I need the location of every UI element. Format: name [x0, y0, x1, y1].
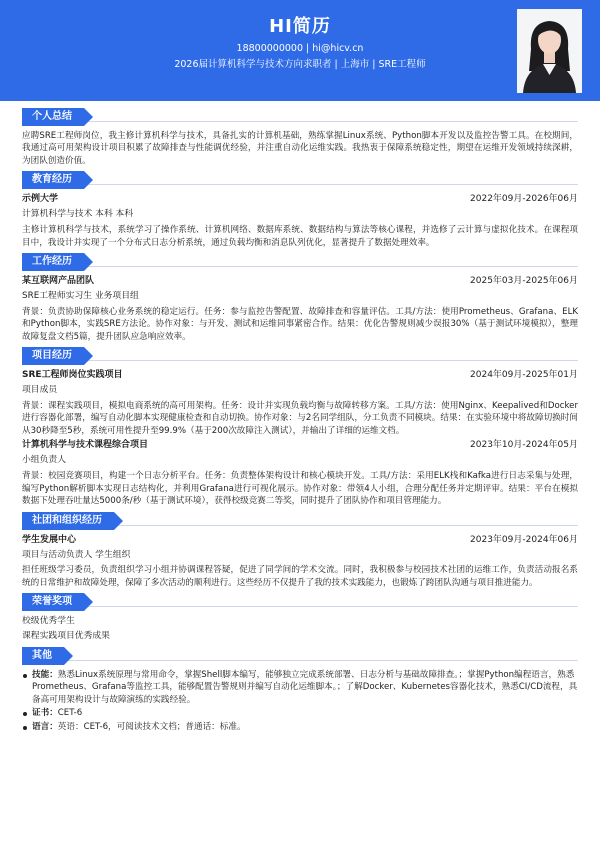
section-divider	[22, 266, 578, 267]
project-desc: 背景：校园竞赛项目，构建一个日志分析平台。任务：负责整体架构设计和核心模块开发。工具/方法：采用ELK栈和Kafka进行日志采集与处理，编写Python解析脚本实现日志结构化，并利用Grafana进行可视化展示。协作对象：带领4人小组，合理分配任务并定期评审。结果：平台在模拟数据下处理吞吐量达5000条/秒（基于测试环境），获得校级竞赛二等奖，同时提升了团队协作和项目管理能力。	[22, 471, 578, 507]
awards-section	[22, 593, 578, 643]
section-header	[22, 347, 578, 365]
education-major: 计算机科学与技术 本科 本科	[22, 209, 134, 220]
summary-text: 应聘SRE工程师岗位，我主修计算机科学与技术，具备扎实的计算机基础，熟练掌握Linux系统、Python脚本开发以及监控告警工具。在校期间，我通过高可用架构设计项目积累了故障排查与性能调优经验，并注重自动化运维实践。我热衷于保障系统稳定性，期望在运维开发领域持续深耕，为团队创造价值。	[22, 131, 578, 166]
project-date: 2023年10月-2024年05月	[470, 440, 578, 451]
education-row	[22, 193, 578, 206]
project-name: 计算机科学与技术课程综合项目	[22, 440, 149, 451]
item-text: 英语：CET-6，可阅读技术文档；普通话：标准。	[57, 721, 246, 732]
section-title: 荣誉奖项	[22, 593, 84, 611]
company-name: 某互联网产品团队	[22, 276, 95, 287]
list-item	[22, 669, 578, 706]
section-divider	[22, 360, 578, 361]
others-list	[22, 669, 578, 733]
education-desc: 主修计算机科学与技术，系统学习了操作系统、计算机网络、数据库系统、数据结构与算法等核心课程，并选修了云计算与虚拟化技术。在课程项目中，我设计并实现了一个分布式日志分析系统，通过负载均衡和消息队列优化，显著提升了数据处理效率。	[22, 225, 578, 248]
project-item	[22, 369, 578, 437]
activities-section	[22, 512, 578, 590]
project-role: 项目成员	[22, 385, 58, 396]
education-section	[22, 171, 578, 249]
section-header	[22, 647, 578, 665]
project-name: SRE工程师岗位实践项目	[22, 370, 123, 381]
section-divider	[22, 184, 578, 185]
others-section	[22, 647, 578, 733]
projects-section	[22, 347, 578, 507]
contact-info: 18800000000 | hi@hicv.cn	[236, 43, 364, 54]
list-item	[22, 707, 578, 719]
project-desc: 背景：课程实践项目，模拟电商系统的高可用架构。任务：设计并实现负载均衡与故障转移方案。工具/方法：使用Nginx、Keepalived和Docker进行容器化部署，编写自动化脚本实现健康检查和自动切换。协作对象：与2名同学组队，分工负责不同模块。结果：在实验环境中将故障切换时间从30秒降至5秒，系统可用性提升至99.9%（基于200次故障注入测试），并输出了详细的运维文档。	[22, 401, 578, 436]
item-text: CET-6	[57, 708, 83, 719]
profile-photo	[517, 9, 582, 93]
school-name: 示例大学	[22, 194, 59, 205]
section-divider	[22, 121, 578, 122]
section-header	[22, 593, 578, 611]
work-date: 2025年03月-2025年06月	[470, 276, 578, 287]
work-role: SRE工程师实习生 业务项目组	[22, 291, 139, 302]
item-text: 熟悉Linux系统原理与常用命令，掌握Shell脚本编写，能够独立完成系统部署、日志分析与基础故障排查。；掌握Python编程语言，熟悉Prometheus、Grafana等监控工具，能够配置告警规则并编写自动化运维脚本。；了解Docker、Kubernetes容器化技术，熟悉CI/CD流程，具备高可用架构设计与故障演练的实践经验。	[32, 669, 578, 705]
list-item	[22, 721, 578, 733]
portrait-image	[517, 9, 582, 93]
organization-name: 学生发展中心	[22, 534, 77, 545]
candidate-name: HI简历	[269, 16, 331, 37]
project-row	[22, 439, 578, 452]
section-title: 个人总结	[22, 108, 84, 126]
section-divider	[22, 660, 578, 661]
section-title: 教育经历	[22, 171, 84, 189]
education-date: 2022年09月-2026年06月	[470, 194, 578, 205]
project-item	[22, 439, 578, 507]
project-row	[22, 369, 578, 382]
resume-header	[0, 0, 600, 101]
section-title: 项目经历	[22, 347, 84, 365]
work-section	[22, 253, 578, 343]
award-item: 课程实践项目优秀成果	[22, 630, 110, 641]
section-header	[22, 512, 578, 530]
item-label: 语言：	[32, 721, 58, 732]
item-label: 技能：	[32, 669, 58, 680]
project-date: 2024年09月-2025年01月	[470, 370, 578, 381]
award-item: 校级优秀学生	[22, 616, 75, 627]
summary-section	[22, 108, 578, 167]
section-header	[22, 253, 578, 271]
section-title: 其他	[22, 647, 64, 665]
work-desc: 背景：负责协助保障核心业务系统的稳定运行。任务：参与监控告警配置、故障排查和容量评估。工具/方法：使用Prometheus、Grafana、ELK和Python脚本，实践SRE方法论。协作对象：与开发、测试和运维同事紧密合作。结果：优化告警规则减少误报30%（基于测试环境模拟），整理故障复盘文档5篇，提升团队应急响应效率。	[22, 306, 578, 342]
activity-date: 2023年09月-2024年06月	[470, 534, 578, 545]
section-header	[22, 171, 578, 189]
resume-body	[0, 101, 600, 733]
section-title: 工作经历	[22, 253, 84, 271]
job-intent: 2026届计算机科学与技术方向求职者 | 上海市 | SRE工程师	[174, 59, 426, 70]
activity-row	[22, 534, 578, 547]
section-divider	[22, 606, 578, 607]
section-header	[22, 108, 578, 126]
project-role: 小组负责人	[22, 455, 66, 466]
activity-desc: 担任班级学习委员，负责组织学习小组并协调课程答疑，促进了同学间的学术交流。同时，我积极参与校园技术社团的运维工作，负责活动报名系统的日常维护和故障处理，保障了多次活动的顺利进行。这些经历不仅提升了我的技术实践能力，也锻炼了跨团队沟通与项目推进能力。	[22, 565, 578, 588]
section-title: 社团和组织经历	[22, 512, 114, 530]
work-row	[22, 275, 578, 288]
item-label: 证书：	[32, 708, 58, 719]
activity-role: 项目与活动负责人 学生组织	[22, 549, 131, 560]
